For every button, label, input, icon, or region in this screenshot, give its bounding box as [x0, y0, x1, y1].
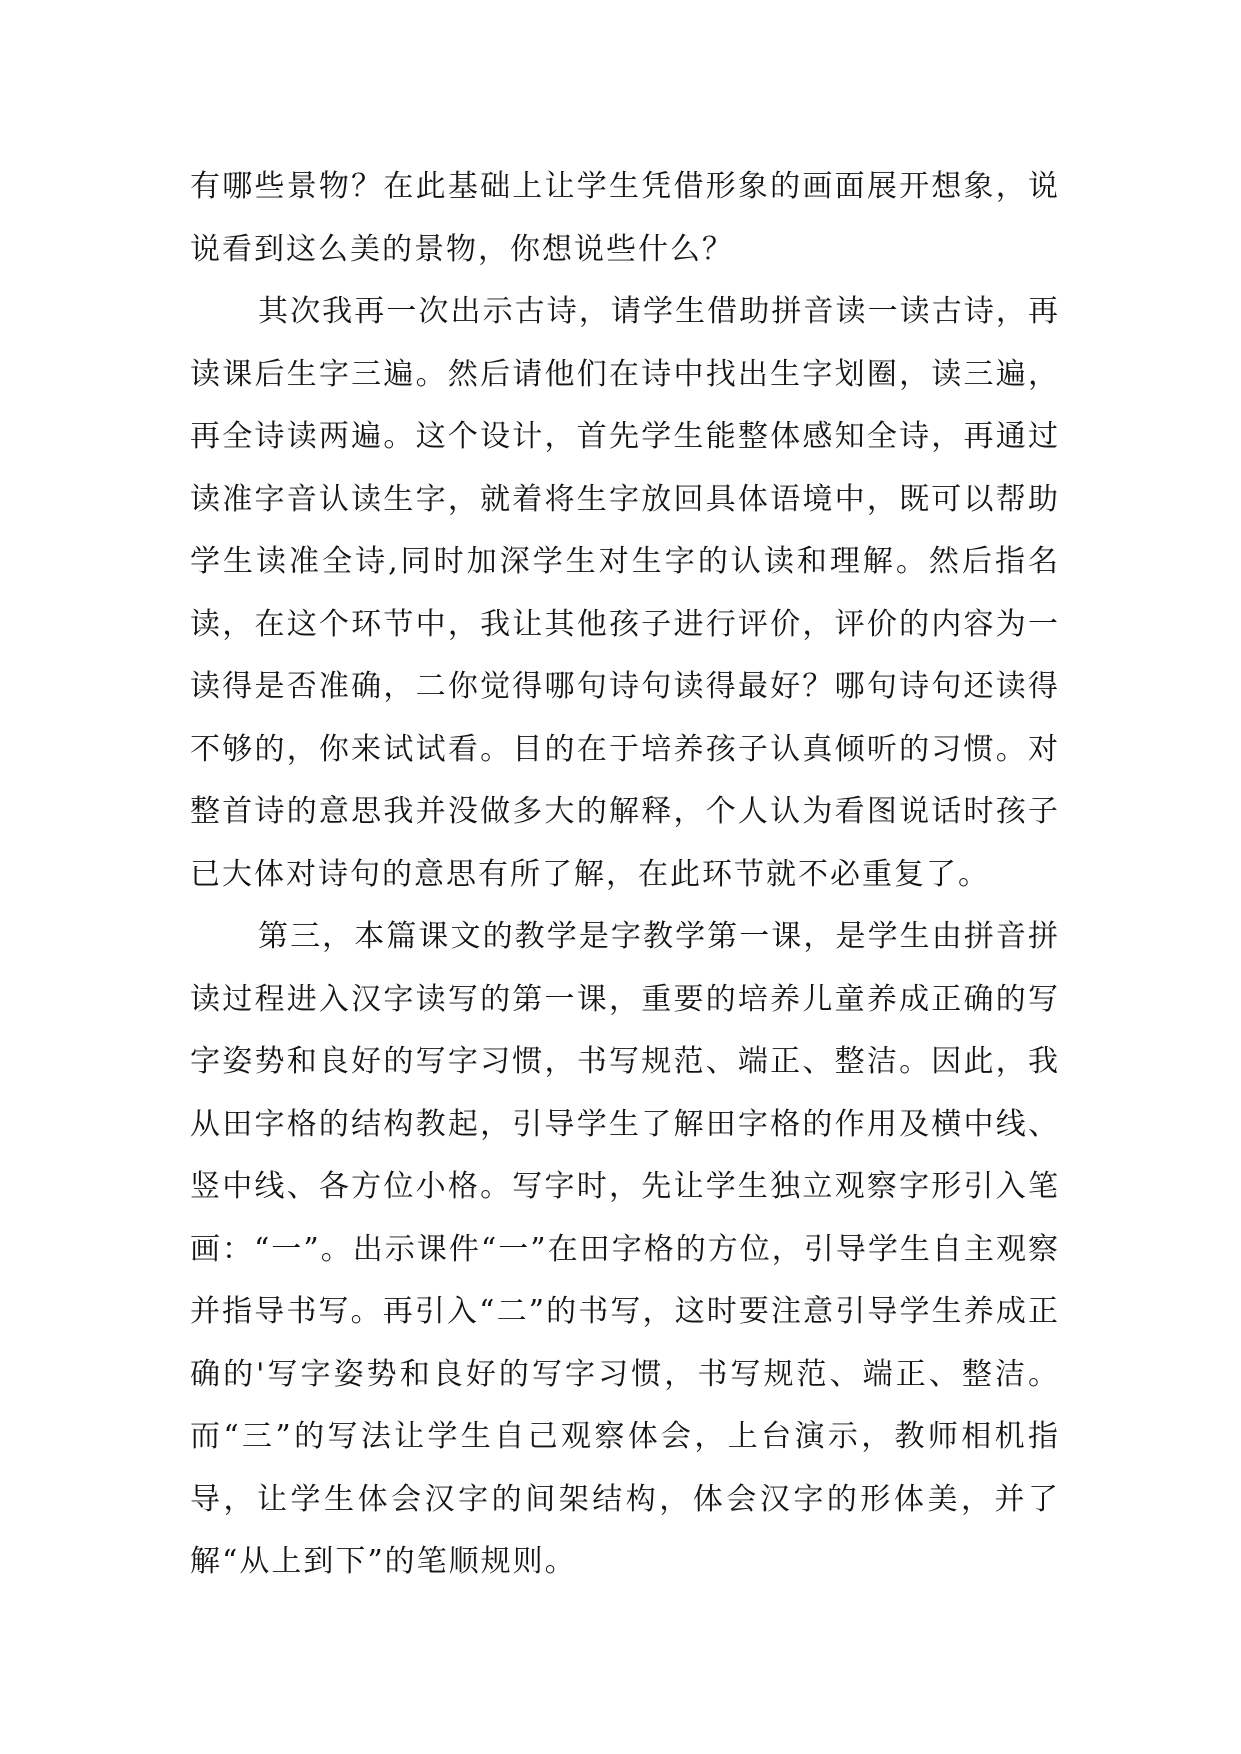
- paragraph-continuation: 有哪些景物？在此基础上让学生凭借形象的画面展开想象，说说看到这么美的景物，你想说些什么？: [190, 169, 1060, 267]
- paragraph-writing-lesson: 第三，本篇课文的教学是字教学第一课，是学生由拼音拼读过程进入汉字读写的第一课，重要的培养儿童养成正确的写字姿势和良好的写字习惯，书写规范、端正、整洁。因此，我从田字格的结构教起，引导学生了解田字格的作用及横中线、竖中线、各方位小格。写字时，先让学生独立观察字形引入笔画：“一”。出示课件“一”在田字格的方位，引导学生自主观察并指导书写。再引入“二”的书写，这时要注意引导学生养成正确的'写字姿势和良好的写字习惯，书写规范、端正、整洁。而“三”的写法让学生自己观察体会，上台演示，教师相机指导，让学生体会汉字的间架结构，体会汉字的形体美，并了解“从上到下”的笔顺规则。: [190, 919, 1060, 1579]
- paragraph-reading-activity: 其次我再一次出示古诗，请学生借助拼音读一读古诗，再读课后生字三遍。然后请他们在诗中找出生字划圈，读三遍，再全诗读两遍。这个设计，首先学生能整体感知全诗，再通过读准字音认读生字，就着将生字放回具体语境中，既可以帮助学生读准全诗,同时加深学生对生字的认读和理解。然后指名读，在这个环节中，我让其他孩子进行评价，评价的内容为一读得是否准确，二你觉得哪句诗句读得最好？哪句诗句还读得不够的，你来试试看。目的在于培养孩子认真倾听的习惯。对整首诗的意思我并没做多大的解释，个人认为看图说话时孩子已大体对诗句的意思有所了解，在此环节就不必重复了。: [190, 294, 1060, 892]
- document-page: [190, 156, 1060, 1594]
